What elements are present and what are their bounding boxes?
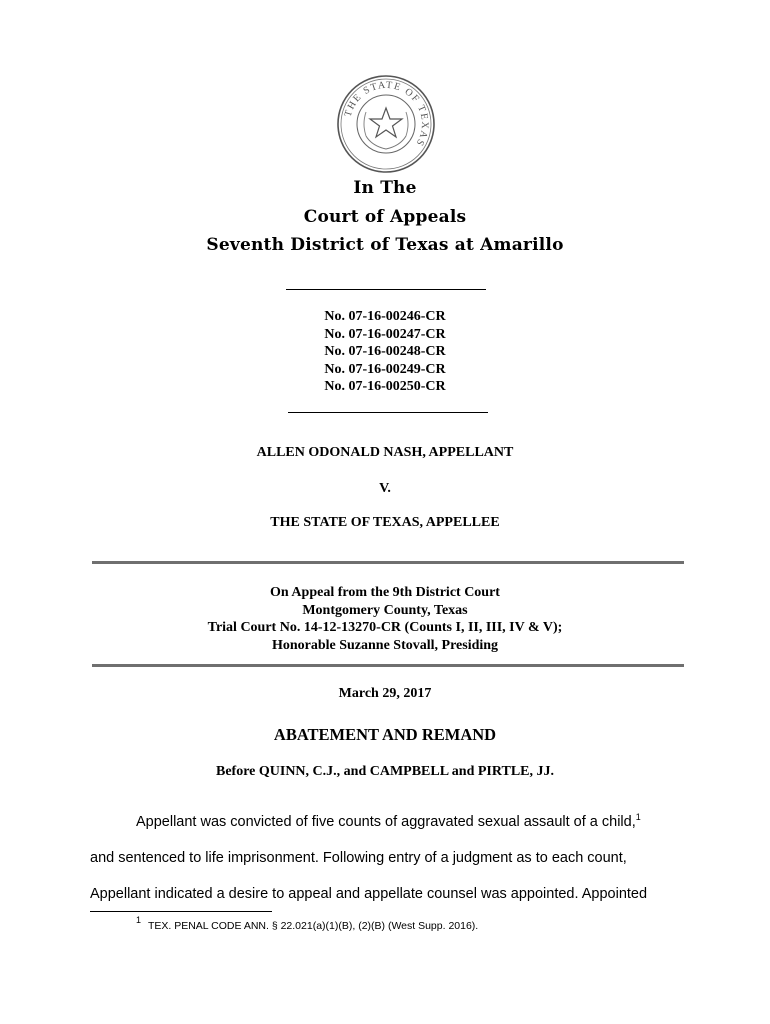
rule-above-appeal-info <box>92 561 684 564</box>
decision-date: March 29, 2017 <box>338 686 432 701</box>
appellee-name: THE STATE OF TEXAS, APPELLEE <box>270 515 500 530</box>
footnote-separator <box>90 911 272 912</box>
court-heading-line3: Seventh District of Texas at Amarillo <box>206 235 564 255</box>
seal-ring-text: THE STATE OF TEXAS <box>342 79 431 149</box>
body-paragraph-line3: Appellant indicated a desire to appeal and appellate counsel was appointed. Appointed <box>90 886 648 902</box>
body-text: Appellant was convicted of five counts of aggravated sexual assault of a child, <box>136 814 636 830</box>
appeal-county-line: Montgomery County, Texas <box>302 602 468 618</box>
versus-label: V. <box>379 481 391 496</box>
rule-below-case-numbers <box>288 412 488 413</box>
texas-state-seal-icon <box>336 74 436 174</box>
body-paragraph-line1 <box>136 814 641 830</box>
appellant-name: ALLEN ODONALD NASH, APPELLANT <box>256 445 514 460</box>
footnote-marker: 1 <box>136 915 142 925</box>
panel-judges: Before QUINN, C.J., and CAMPBELL and PIRTLE, JJ. <box>215 764 554 779</box>
court-heading-line1: In The <box>353 178 417 198</box>
footnote-text: TEX. PENAL CODE ANN. § 22.021(a)(1)(B), (2)(B) (West Supp. 2016). <box>147 920 479 932</box>
body-paragraph-line2: and sentenced to life imprisonment. Following entry of a judgment as to each count, <box>90 850 627 866</box>
appeal-info <box>0 584 770 654</box>
presiding-judge-line: Honorable Suzanne Stovall, Presiding <box>271 637 499 653</box>
trial-court-number-line: Trial Court No. 14-12-13270-CR (Counts I, II, III, IV & V); <box>207 620 563 635</box>
appeal-court-line: On Appeal from the 9th District Court <box>270 585 500 600</box>
case-number: No. 07-16-00248-CR <box>324 344 446 359</box>
case-number: No. 07-16-00250-CR <box>324 379 446 394</box>
footnote-reference[interactable]: 1 <box>635 812 641 822</box>
case-number: No. 07-16-00249-CR <box>324 361 446 377</box>
rule-below-appeal-info <box>92 664 684 667</box>
footnote <box>136 915 479 932</box>
opinion-title: ABATEMENT AND REMAND <box>273 725 497 744</box>
case-number-list <box>0 308 770 396</box>
case-number: No. 07-16-00247-CR <box>324 326 446 342</box>
court-heading-line2: Court of Appeals <box>303 207 467 227</box>
case-number: No. 07-16-00246-CR <box>324 309 446 324</box>
rule-above-case-numbers <box>286 289 486 290</box>
